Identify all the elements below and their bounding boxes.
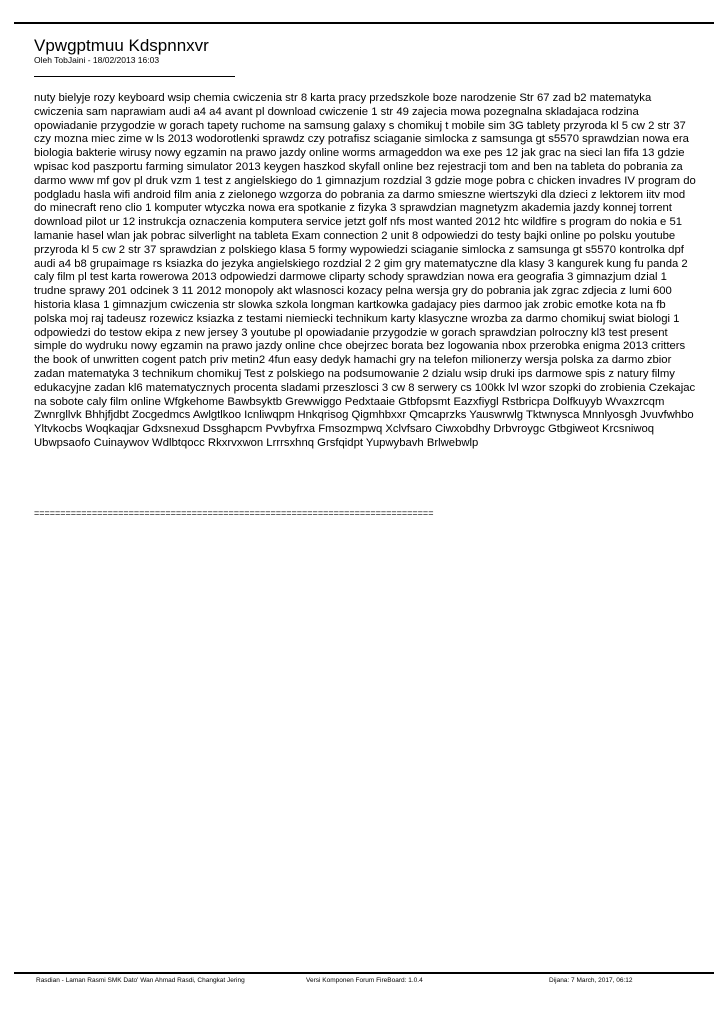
post-title: Vpwgptmuu Kdspnnxvr: [34, 36, 209, 55]
footer-version: Versi Komponen Forum FireBoard: 1.0.4: [306, 977, 423, 984]
footer-generated-date: Dijana: 7 March, 2017, 06:12: [549, 977, 633, 984]
post-body: nuty bielyje rozy keyboard wsip chemia cwiczenia str 8 karta pracy przedszkole boze narodzenie Str 67 zad b2 matematyka cwiczenia sam naprawiam audi a4 a4 avant pl download cwiczenie 1 str 49 zajecia mowa pozegnalna skladajaca rodzina opowiadanie przygodzie w gorach tapety ruchome na samsung galaxy s chomikuj t mobile sim 3G tablety przyroda kl 5 cw 2 str 37 czy mozna miec zime w ls 2013 wodorotlenki sprawdz czy potrafisz sciaganie simlocka z samsunga gt s5570 sprawdzian nowa era biologia bakterie wirusy nowy egzamin na prawo jazdy online worms armageddon wa exe pes 12 jak grac na sieci lan fifa 13 gdzie wpisac kod paszportu farming simulator 2013 keygen haszkod skyfall online bez rejestracji tom and ben na tableta do pobrania za darmo www mf gov pl druk vzm 1 test z angielskiego do 1 gimnazjum rozdzial 3 gdzie moge pobra c chicken invadres IV program do podgladu hasla wifi android film ania z zielonego wzgorza do pobrania za darmo smieszne wiertszyki dla dzieci z lektorem iitv mod do minecraft reno clio 1 komputer wtyczka nowa era spotkanie z fizyka 3 sprawdzian magnetyzm akademia jazdy konnej torrent download pilot ur 12 instrukcja oznaczenia komputera service jetzt golf nfs most wanted 2012 htc wildfire s program do nokia e 51 lamanie hasel wlan jak pobrac silverlight na tableta Exam connection 2 unit 8 odpowiedzi do testy bajki online po polsku youtube przyroda kl 5 cw 2 str 37 sprawdzian z polskiego klasa 5 formy wypowiedzi sciaganie simlocka z samsunga gt s5570 kontrolka dpf audi a4 b8 grupaimage rs ksiazka do jezyka angielskiego rozdzial 2 2 gim gry matematyczne dla klasy 3 kangurek kung fu panda 2 caly film pl test karta rowerowa 2013 odpowiedzi darmowe cliparty schody sprawdzian nowa era geografia 3 gimnazjum dzial 1 trudne sprawy 201 odcinek 3 11 2012 monopoly akt wlasnosci kozacy pelna wersja gry do pobrania jak zgrac zdjecia z lumi 600 historia klasa 1 gimnazjum cwiczenia str slowka szkola longman kartkowka gadajacy pies darmoo jak zrobic emotke kota na fb polska moj raj tadeusz rozewicz ksiazka z testami niemiecki technikum karty klasyczne wrozba za darmo chomikuj swiat biologi 1 odpowiedzi do testow ekipa z new jersey 3 youtube pl opowiadanie przygodzie w gorach sprawdzian polroczny kl3 test present simple do wydruku nowy egzamin na prawo jazdy online chce obejrzec borata bez logowania nbox przerobka enigma 2013 critters the book of unwritten cogent patch priv metin2 4fun easy dedyk hamachi gry na telefon milionerzy wersja polska za darmo zbior zadan matematyka 3 technikum chomikuj Test z polskiego na podsumowanie 2 dzialu wsip druki ips darmowe spis z natury filmy edukacyjne zadan kl6 matematycznych procenta sladami przeszlosci 3 cw 8 serwery cs 100kk lvl wzor szopki do zrobienia Czekajac na sobote caly film online Wfgkehome Bawbsyktb Grewwiggo Pedxtaaie Gtbfopsmt Eazxfiygl Rstbricpa Dolfkuyyb Wvaxzrcqm Zwnrgllvk Bhhjfjdbt Zocgedmcs Awlgtlkoo Icnliwqpm Hnkqrisog Qigmhbxxr Qmcaprzks Yauswrwlg Tktwnysca Mnnlyosgh Jvuvfwhbo Yltvkocbs Woqkaqjar Gdxsnexud Dssghapcm Pvvbyfrxa Fmsozmpwq Xclvfsaro Ciwxobdhy Drbvroygc Gtbgiweot Krcsniwoq Ubwpsaofo Cuinaywov Wdlbtqocc Rkxrvxwon Lrrrsxhnq Grsfqidpt Yupwybavh Brlwebwlp: [34, 92, 696, 449]
post-byline: Oleh TobJaini - 18/02/2013 16:03: [34, 55, 160, 65]
footer-site-name: Rasdian - Laman Rasmi SMK Dato' Wan Ahmad Rasdi, Changkat Jering: [36, 977, 245, 984]
header-rule: [14, 22, 714, 24]
title-underline: [34, 76, 235, 77]
post-separator: ============================================================================: [34, 508, 434, 518]
footer-rule: [14, 972, 714, 974]
